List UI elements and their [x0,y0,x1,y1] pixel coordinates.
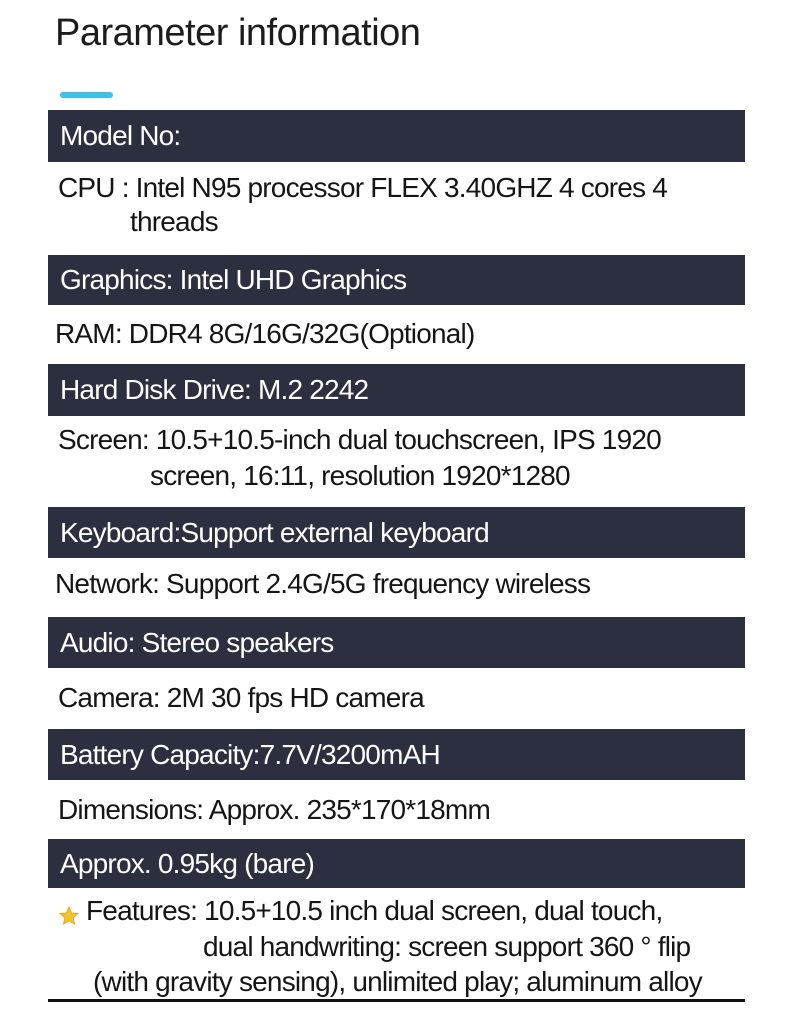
row-graphics [48,255,745,305]
row-model [48,110,745,162]
row-features-line1: Features: 10.5+10.5 inch dual screen, dual touch, [86,895,663,926]
row-graphics-label: Graphics: Intel UHD Graphics [60,264,407,295]
row-hdd [48,364,745,416]
row-dimensions: Dimensions: Approx. 235*170*18mm [58,794,490,825]
row-audio-label: Audio: Stereo speakers [60,626,334,658]
row-network: Network: Support 2.4G/5G frequency wireless [55,568,591,599]
row-screen-line1: Screen: 10.5+10.5-inch dual touchscreen, IPS 1920 [58,424,661,455]
page-title: Parameter information [55,12,421,54]
row-weight [48,839,745,888]
row-battery [48,729,745,780]
row-battery-label: Battery Capacity:7.7V/3200mAH [60,738,440,770]
row-model-label: Model No: [60,120,181,151]
row-features-line2: dual handwriting: screen support 360 ° flip [203,931,691,962]
row-cpu-line2: threads [130,206,218,237]
row-screen-line2: screen, 16:11, resolution 1920*1280 [150,460,570,491]
row-weight-label: Approx. 0.95kg (bare) [60,847,315,879]
row-camera: Camera: 2M 30 fps HD camera [58,682,424,713]
row-cpu-line1: CPU : Intel N95 processor FLEX 3.40GHZ 4 cores 4 [58,172,667,203]
bottom-divider [48,999,745,1002]
row-audio [48,617,745,668]
row-keyboard-label: Keyboard:Support external keyboard [60,516,489,548]
star-icon [58,905,80,927]
row-keyboard [48,507,745,558]
row-hdd-label: Hard Disk Drive: M.2 2242 [60,374,369,405]
title-accent-bar [60,92,113,98]
row-features-line3: (with gravity sensing), unlimited play; aluminum alloy [93,966,702,997]
row-ram: RAM: DDR4 8G/16G/32G(Optional) [55,318,475,349]
